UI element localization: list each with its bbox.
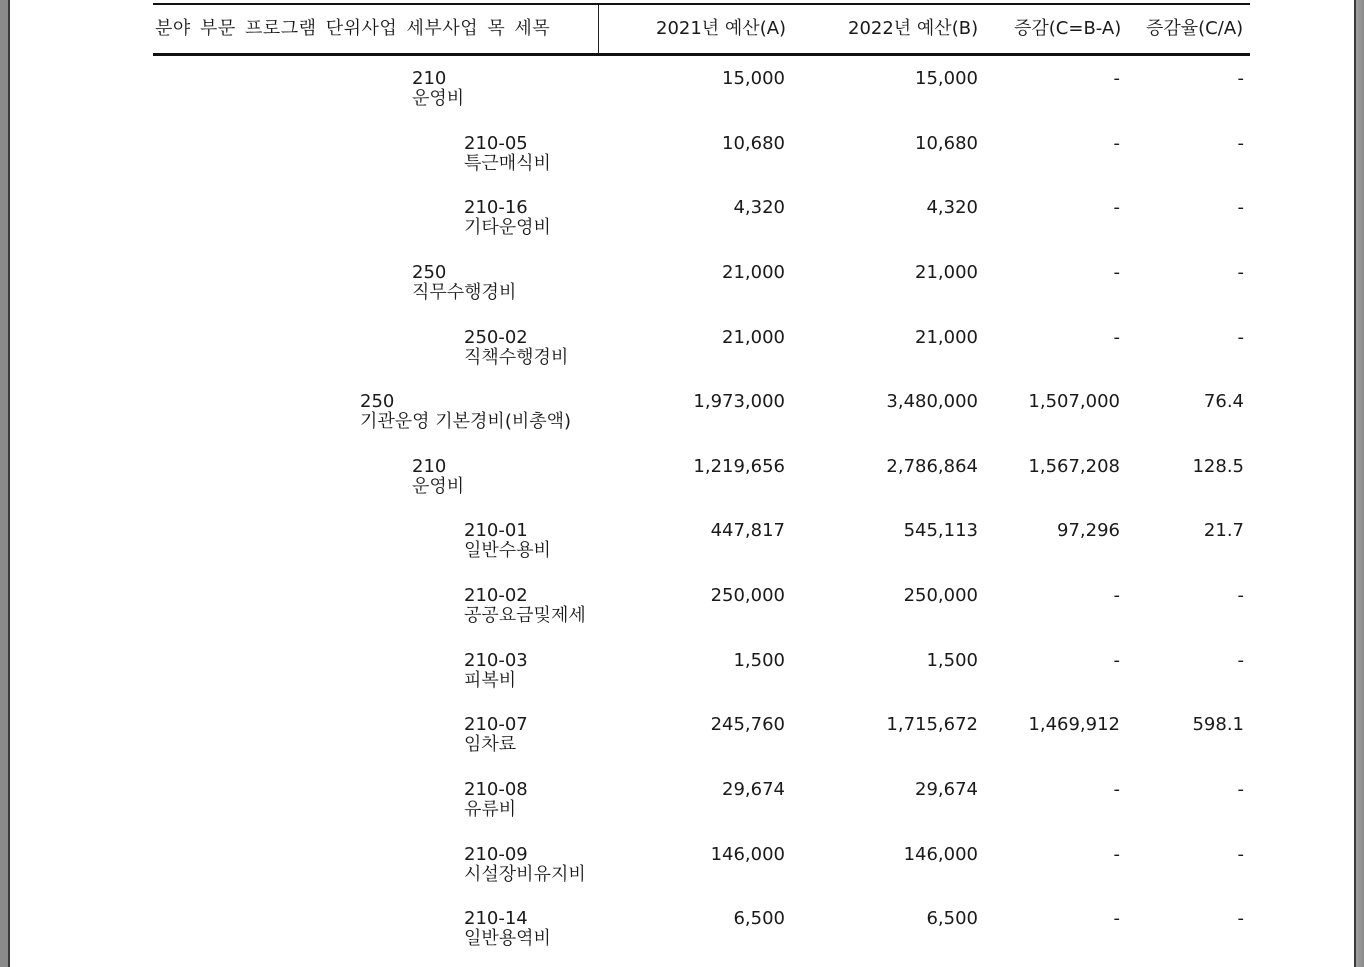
table-row: [10, 845, 1354, 905]
row-budget-2021: 447,817: [710, 520, 785, 541]
row-change: -: [1113, 327, 1120, 348]
table-row: [10, 457, 1354, 517]
row-budget-2021: 250,000: [710, 585, 785, 606]
row-budget-2021: 146,000: [710, 844, 785, 865]
table-row: [10, 392, 1354, 452]
row-change: -: [1113, 262, 1120, 283]
row-label: 유류비: [464, 799, 517, 820]
table-row: [10, 328, 1354, 388]
row-budget-2022: 1,500: [926, 650, 978, 671]
row-change: -: [1113, 779, 1120, 800]
row-label: 일반수용비: [464, 540, 551, 561]
table-row: [10, 263, 1354, 323]
row-change-rate: -: [1237, 262, 1244, 283]
table-row: [10, 780, 1354, 840]
row-change-rate: -: [1237, 197, 1244, 218]
row-label: 직무수행경비: [412, 282, 517, 303]
row-budget-2021: 1,973,000: [693, 391, 785, 412]
row-budget-2022: 4,320: [926, 197, 978, 218]
row-label: 피복비: [464, 670, 517, 691]
header-budget-2021: 2021년 예산(A): [656, 18, 787, 39]
row-change: -: [1113, 650, 1120, 671]
row-budget-2022: 250,000: [903, 585, 978, 606]
row-budget-2022: 15,000: [915, 68, 978, 89]
row-label: 운영비: [412, 88, 465, 109]
document-page: [10, 0, 1354, 967]
row-budget-2021: 21,000: [722, 327, 785, 348]
row-code: 210-14: [464, 908, 528, 929]
row-budget-2021: 29,674: [722, 779, 785, 800]
row-budget-2022: 6,500: [926, 908, 978, 929]
row-code: 210-01: [464, 520, 528, 541]
table-row: [10, 198, 1354, 258]
row-budget-2021: 4,320: [733, 197, 785, 218]
row-change: 1,469,912: [1028, 714, 1120, 735]
row-change-rate: 76.4: [1203, 391, 1244, 412]
header-budget-2022: 2022년 예산(B): [848, 18, 979, 39]
row-budget-2022: 1,715,672: [886, 714, 978, 735]
row-change-rate: -: [1237, 327, 1244, 348]
row-budget-2021: 6,500: [733, 908, 785, 929]
header-change: 증감(C=B-A): [1014, 18, 1122, 39]
table-top-rule: [153, 3, 1250, 5]
row-budget-2021: 21,000: [722, 262, 785, 283]
row-code: 210-16: [464, 197, 528, 218]
row-code: 210-07: [464, 714, 528, 735]
row-budget-2022: 29,674: [915, 779, 978, 800]
row-change-rate: -: [1237, 650, 1244, 671]
table-row: [10, 909, 1354, 967]
row-code: 210: [412, 456, 447, 477]
row-change-rate: 128.5: [1192, 456, 1244, 477]
table-row: [10, 521, 1354, 581]
row-label: 공공요금및제세: [464, 605, 586, 626]
row-budget-2022: 10,680: [915, 133, 978, 154]
row-budget-2021: 1,500: [733, 650, 785, 671]
row-budget-2022: 146,000: [903, 844, 978, 865]
row-code: 210-08: [464, 779, 528, 800]
row-code: 250: [360, 391, 395, 412]
row-change: 1,567,208: [1028, 456, 1120, 477]
row-budget-2021: 245,760: [710, 714, 785, 735]
row-change-rate: -: [1237, 68, 1244, 89]
window-left-edge: [0, 0, 8, 967]
header-column-separator: [598, 5, 599, 53]
row-change-rate: -: [1237, 585, 1244, 606]
header-change-rate: 증감율(C/A): [1146, 18, 1244, 39]
row-budget-2022: 545,113: [903, 520, 978, 541]
row-budget-2021: 10,680: [722, 133, 785, 154]
row-code: 250-02: [464, 327, 528, 348]
row-code: 210-05: [464, 133, 528, 154]
row-change: -: [1113, 68, 1120, 89]
table-row: [10, 651, 1354, 711]
row-change: -: [1113, 585, 1120, 606]
row-change: -: [1113, 197, 1120, 218]
row-label: 직책수행경비: [464, 347, 569, 368]
table-row: [10, 134, 1354, 194]
row-change: -: [1113, 133, 1120, 154]
row-label: 기관운영 기본경비(비총액): [360, 411, 572, 432]
row-change: -: [1113, 844, 1120, 865]
row-change-rate: -: [1237, 133, 1244, 154]
row-change: -: [1113, 908, 1120, 929]
row-change-rate: -: [1237, 908, 1244, 929]
row-budget-2022: 21,000: [915, 327, 978, 348]
row-budget-2022: 3,480,000: [886, 391, 978, 412]
row-code: 210-03: [464, 650, 528, 671]
row-code: 250: [412, 262, 447, 283]
table-header-rule: [153, 53, 1250, 56]
row-budget-2022: 21,000: [915, 262, 978, 283]
row-budget-2021: 1,219,656: [693, 456, 785, 477]
row-budget-2022: 2,786,864: [886, 456, 978, 477]
row-budget-2021: 15,000: [722, 68, 785, 89]
row-label: 시설장비유지비: [464, 864, 586, 885]
row-label: 운영비: [412, 476, 465, 497]
row-code: 210-02: [464, 585, 528, 606]
table-row: [10, 69, 1354, 129]
row-code: 210: [412, 68, 447, 89]
row-change-rate: -: [1237, 779, 1244, 800]
header-classification: 분야 부문 프로그램 단위사업 세부사업 목 세목: [155, 18, 551, 39]
row-change-rate: 21.7: [1203, 520, 1244, 541]
row-change-rate: -: [1237, 844, 1244, 865]
table-row: [10, 715, 1354, 775]
window-right-edge: [1354, 0, 1364, 967]
row-change: 1,507,000: [1028, 391, 1120, 412]
row-label: 기타운영비: [464, 217, 551, 238]
row-code: 210-09: [464, 844, 528, 865]
row-change-rate: 598.1: [1192, 714, 1244, 735]
row-label: 임차료: [464, 734, 517, 755]
row-label: 특근매식비: [464, 153, 551, 174]
table-row: [10, 586, 1354, 646]
row-change: 97,296: [1057, 520, 1120, 541]
row-label: 일반용역비: [464, 928, 551, 949]
